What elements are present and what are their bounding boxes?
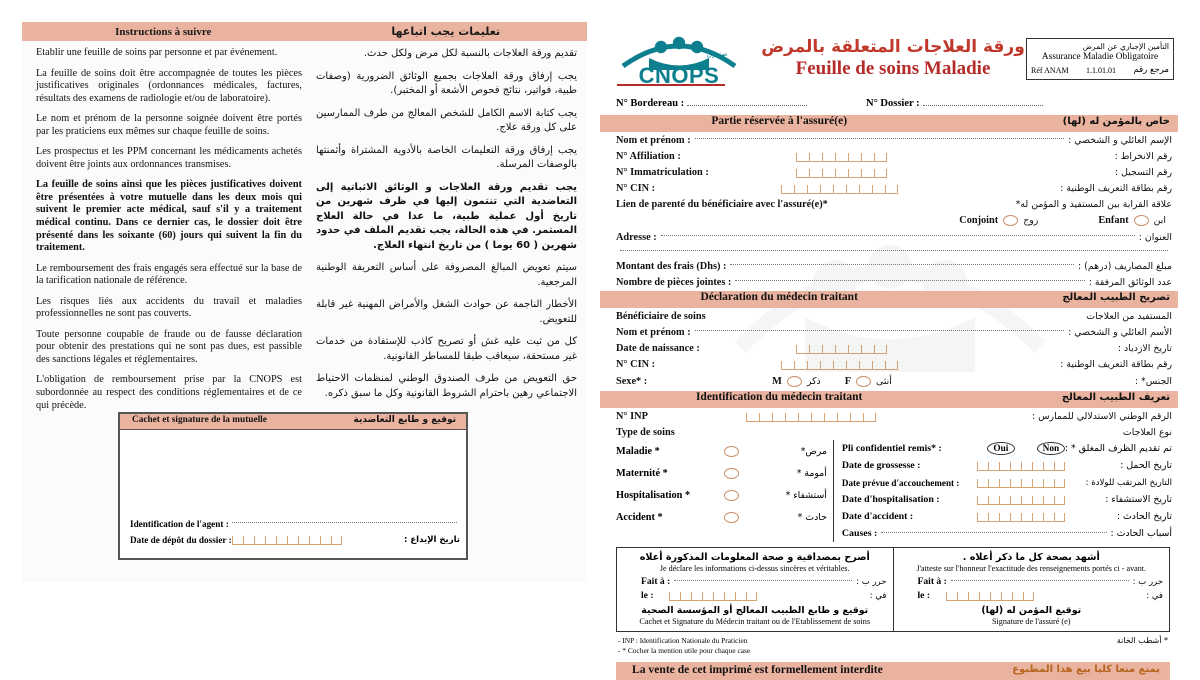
accident-date-label: Date d'accident : xyxy=(841,511,914,522)
insured-place-input[interactable] xyxy=(951,580,1129,581)
doctor-declaration-box xyxy=(616,547,894,632)
address-input[interactable] xyxy=(661,235,1135,236)
confidential-envelope-label-ar: تم تقديم الظرف المغلق * : xyxy=(1064,443,1172,454)
dossier-input[interactable] xyxy=(923,105,1043,106)
amount-label-ar: مبلغ المصاريف (درهم) : xyxy=(1078,260,1172,272)
causes-row xyxy=(842,525,1172,542)
sex-option-male[interactable] xyxy=(772,376,821,387)
beneficiary-cin-label-ar: رقم بطاقة التعريف الوطنية : xyxy=(1060,358,1172,370)
address-label: Adresse : xyxy=(616,231,657,243)
hospitalisation-date-label: Date d'hospitalisation : xyxy=(841,494,940,505)
insured-name-label: Nom et prénom : xyxy=(616,134,691,146)
insured-cin-label: N° CIN : xyxy=(616,182,656,194)
instruction-paragraph-ar: حق التعويض من طرف الصندوق الوطني لمنظمات الاحتياط الاجتماعي رهين باحترام الشروط القانونية وكل ما سبق ذكره. xyxy=(316,373,577,399)
care-option-maladie[interactable] xyxy=(616,440,827,462)
maladie-label-ar: مرض* xyxy=(800,445,827,457)
inp-label: N° INP xyxy=(616,410,648,422)
pieces-row xyxy=(600,274,1178,290)
instruction-paragraph: La feuille de soins doit être accompagnée de toutes les pièces justificatives originales (ordonnances médicales, factures, résultats des examens de radiologie et/ou de laboratoire). xyxy=(36,67,302,104)
care-type-block xyxy=(600,440,1178,542)
instructions-header-bar xyxy=(22,22,587,41)
insured-date-input[interactable] xyxy=(946,590,1034,601)
insured-date-label-ar: في : xyxy=(1146,590,1163,601)
birthdate-row xyxy=(600,340,1178,356)
care-type-label-ar: نوع العلاجات xyxy=(1122,426,1172,438)
instruction-paragraph: Toute personne coupable de fraude ou de fausse déclaration pour obtenir des prestations qui ne sont pas dues, est passible des sanctions légales et réglementaires. xyxy=(36,328,302,365)
anam-reference-box xyxy=(1026,38,1174,80)
instruction-paragraph-highlighted: La feuille de soins ainsi que les pièces justificatives doivent être présentées à votre mutuelle dans les deux mois qui suivent le premier acte médical, sauf s'il y a traitement médical continu. Dans ce dernier cas, le dossier doit être présenté dans les soixante (60) jours qui suivent la fin du traitement. xyxy=(36,179,302,254)
pieces-input[interactable] xyxy=(735,280,1084,281)
svg-text:CNOPS: CNOPS xyxy=(638,63,720,88)
care-option-hospitalisation[interactable] xyxy=(616,484,827,506)
hospitalisation-date-input[interactable] xyxy=(977,494,1065,505)
birthdate-label-ar: تاريخ الازدياد : xyxy=(1117,342,1172,354)
mutuelle-header-fr: Cachet et signature de la mutuelle xyxy=(132,415,267,425)
care-option-maternite[interactable] xyxy=(616,462,827,484)
section-header-identification xyxy=(600,391,1178,408)
ref-label-ar: مرجع رقم xyxy=(1133,65,1169,76)
address-row xyxy=(600,228,1178,246)
hospitalisation-date-label-ar: تاريخ الاستشفاء : xyxy=(1105,494,1172,505)
dossier-label: N° Dossier : xyxy=(866,98,920,109)
deposit-date-label-ar: تاريخ الإيداع : xyxy=(404,534,460,545)
deposit-date-input[interactable] xyxy=(232,534,342,545)
delivery-date-label: Date prévue d'accouchement : xyxy=(841,477,960,488)
form-title-block xyxy=(754,38,1026,79)
causes-input[interactable] xyxy=(881,532,1106,533)
insured-declaration-ar: أشهد بصحة كل ما ذكر أعلاه . xyxy=(962,552,1100,563)
svg-text:صندوق: صندوق xyxy=(706,50,728,58)
instruction-paragraph-ar: الأخطار الناجمة عن حوادث الشغل والأمراض المهنية غير قابلة للتعويض. xyxy=(316,299,577,325)
instruction-paragraph-ar: كل من ثبت عليه غش أو تصريح كاذب للإستفادة من خدمات غير مستحقة، سيعاقب طبقا للمساطر القانونية. xyxy=(316,336,577,362)
accident-date-row xyxy=(842,508,1172,525)
amount-row xyxy=(600,258,1178,274)
confidential-no-option[interactable]: Non xyxy=(1037,442,1065,455)
insured-cin-row xyxy=(600,180,1178,196)
address-row-2 xyxy=(600,246,1178,258)
doctor-signature-label-ar: توقيع و طابع الطبيب المعالج أو المؤسسة الصحية xyxy=(641,605,869,616)
section-declaration-title-fr: Déclaration du médecin traitant xyxy=(700,291,858,303)
care-type-header-row xyxy=(600,424,1178,440)
section-insured-title-ar: خاص بالمؤمن له (لها) xyxy=(1062,116,1170,127)
instruction-paragraph: Etablir une feuille de soins par personne et par événement. xyxy=(36,47,278,58)
insured-signature-label-fr: Signature de l'assuré (e) xyxy=(991,617,1071,626)
inp-input[interactable] xyxy=(746,411,876,422)
cnops-logo-icon xyxy=(613,32,745,86)
birthdate-input[interactable] xyxy=(796,343,887,354)
accident-radio[interactable] xyxy=(724,512,739,523)
bordereau-input[interactable] xyxy=(687,105,807,106)
instruction-paragraph: Le remboursement des frais engagés sera effectué sur la base de la tarification nationale de référence. xyxy=(36,262,302,287)
sale-prohibition-fr: La vente de cet imprimé est formellement interdite xyxy=(632,662,883,676)
doctor-signature-label-fr: Cachet et Signature du Médecin traitant ou de l'Etablissement de soins xyxy=(639,617,871,626)
relation-label: Lien de parenté du bénéficiaire avec l'assuré(e)* xyxy=(616,198,828,210)
form-notes xyxy=(600,632,1178,656)
confidential-envelope-label: Pli confidentiel remis* : xyxy=(841,443,942,454)
insured-name-row xyxy=(600,132,1178,148)
hospitalisation-label-fr: Hospitalisation * xyxy=(616,489,691,501)
causes-label-ar: أسباب الحادث : xyxy=(1110,528,1172,539)
inp-label-ar: الرقم الوطني الاستدلالي للممارس : xyxy=(1031,410,1172,422)
instruction-paragraph: Les risques liés aux accidents du travail et maladies professionnelles ne sont pas couverts. xyxy=(36,295,302,320)
relation-label-ar: علاقة القرابة بين المستفيد و المؤمن له* xyxy=(1015,198,1172,210)
birthdate-label: Date de naissance : xyxy=(616,342,700,354)
insurance-label-fr: Assurance Maladie Obligatoire xyxy=(1041,51,1159,62)
pregnancy-date-row xyxy=(842,457,1172,474)
maternite-radio[interactable] xyxy=(724,468,739,479)
care-detail-fields xyxy=(834,440,1172,542)
section-header-insured xyxy=(600,115,1178,132)
doctor-date-input[interactable] xyxy=(669,590,757,601)
section-identification-title-ar: تعريف الطبيب المعالج xyxy=(1061,392,1170,403)
doctor-date-label-ar: في : xyxy=(869,590,887,601)
reference-number-row xyxy=(1031,65,1169,76)
address-label-ar: العنوان : xyxy=(1138,231,1172,243)
delivery-date-row xyxy=(842,474,1172,491)
accident-date-input[interactable] xyxy=(977,511,1065,522)
instructions-column-ar xyxy=(310,47,587,420)
female-radio[interactable] xyxy=(856,376,871,387)
hospitalisation-label-ar: أستشفاء * xyxy=(785,489,827,501)
sale-prohibition-bar xyxy=(616,662,1170,680)
insurance-label-ar: التأمين الإجباري عن المرض xyxy=(1082,42,1169,52)
affiliation-label-ar: رقم الانخراط : xyxy=(1114,150,1172,162)
instruction-paragraph-ar: يجب كتابة الاسم الكامل للشخص المعالج من طرف الممارسين على كل ورقة علاج. xyxy=(316,107,577,133)
accident-date-label-ar: تاريخ الحادث : xyxy=(1116,511,1172,522)
insured-declaration-box xyxy=(894,547,1171,632)
pregnancy-date-label-ar: تاريخ الحمل : xyxy=(1120,460,1172,471)
instructions-title-fr: Instructions à suivre xyxy=(115,25,212,38)
enfant-label-ar: ابن xyxy=(1153,214,1166,226)
bordereau-field-group xyxy=(616,98,866,109)
female-label-ar: أنثى xyxy=(876,375,892,387)
beneficiary-label-ar: المستفيد من العلاجات xyxy=(1086,310,1172,322)
sex-label-ar: الجنس* : xyxy=(1134,375,1172,387)
care-type-options xyxy=(616,440,834,542)
bordereau-dossier-row xyxy=(600,94,1178,114)
relation-row xyxy=(600,196,1178,212)
form-title-ar: ورقة العلاجات المتعلقة بالمرض xyxy=(761,37,1025,58)
delivery-date-label-ar: التاريخ المرتقب للولادة : xyxy=(1085,477,1172,488)
beneficiary-header-row xyxy=(600,308,1178,324)
conjoint-label-fr: Conjoint xyxy=(959,214,999,226)
causes-label: Causes : xyxy=(841,528,878,539)
section-declaration-title-ar: تصريح الطبيب المعالج xyxy=(1062,292,1170,303)
doctor-date-row xyxy=(623,590,887,601)
enfant-label-fr: Enfant xyxy=(1098,214,1129,226)
insured-place-label: Fait à : xyxy=(917,576,947,587)
agent-id-label: Identification de l'agent : xyxy=(130,519,229,529)
sex-row xyxy=(600,372,1178,390)
doctor-date-label: le : xyxy=(641,590,654,601)
doctor-declaration-ar: أصرح بمصداقية و صحة المعلومات المذكورة أعلاه xyxy=(639,552,870,563)
male-label-ar: ذكر xyxy=(806,375,821,387)
insured-place-row xyxy=(900,576,1164,587)
ref-anam-label: Réf ANAM xyxy=(1031,65,1069,75)
section-insured-title-fr: Partie réservée à l'assuré(e) xyxy=(711,115,848,127)
sale-prohibition-ar: يمنع منعا كليا بيع هذا المطبوع xyxy=(1012,663,1160,675)
male-label-fr: M xyxy=(772,375,782,387)
affiliation-row xyxy=(600,148,1178,164)
mutuelle-box-header xyxy=(120,414,466,430)
instruction-paragraph-ar-highlighted: يجب تقديم ورقة العلاجات و الوثائق الاثباتية إلى التعاضدية التي تنتمون إليها في ظرف شهرين من تاريخ أول عملية طبية، ما عدا في حالة العلاج المستمر. في هذه الحالة، يجب تقديم الملف في حدود شهرين ( 60 يوما ) من تاريخ انتهاء العلاج. xyxy=(316,181,577,251)
hospitalisation-radio[interactable] xyxy=(724,490,739,501)
insured-date-row xyxy=(900,590,1164,601)
mutuelle-signature-box xyxy=(118,412,468,560)
insured-declaration-fr: J'atteste sur l'honneur l'exactitude des renseignements portés ci - avant. xyxy=(916,564,1147,573)
signature-boxes xyxy=(616,547,1170,632)
immatriculation-row xyxy=(600,164,1178,180)
pregnancy-date-input[interactable] xyxy=(977,460,1065,471)
immatriculation-label: N° Immatriculation : xyxy=(616,166,709,178)
deposit-date-label: Date de dépôt du dossier : xyxy=(130,534,232,545)
instruction-paragraph-ar: سيتم تعويض المبالغ المصروفة على أساس التعريفة الوطنية المرجعية. xyxy=(316,262,577,288)
maternite-label-fr: Maternité * xyxy=(616,467,668,479)
delivery-date-input[interactable] xyxy=(977,477,1065,488)
doctor-place-label-ar: حرر ب : xyxy=(856,576,887,587)
affiliation-label: N° Affiliation : xyxy=(616,150,681,162)
confidential-yes-option[interactable]: Oui xyxy=(987,442,1015,455)
conjoint-radio[interactable] xyxy=(1003,215,1018,226)
maladie-radio[interactable] xyxy=(724,446,739,457)
deposit-date-row xyxy=(130,534,460,545)
pregnancy-date-label: Date de grossesse : xyxy=(841,460,921,471)
instruction-paragraph: Le nom et prénom de la personne soignée doivent être portés par les praticiens eux mêmes sur chaque feuille de soins. xyxy=(36,113,302,137)
relation-option-enfant[interactable] xyxy=(1098,215,1166,226)
sex-label: Sexe* : xyxy=(616,375,648,387)
care-option-accident[interactable] xyxy=(616,506,827,528)
ref-anam-value: 1.1.01.01 xyxy=(1086,65,1116,75)
conjoint-label-ar: زوج xyxy=(1023,214,1039,226)
instruction-paragraph: L'obligation de remboursement prise par la CNOPS est subordonnée au respect des conditions réglementaires et de ce qui précède. xyxy=(36,374,302,411)
mutuelle-box-footer xyxy=(130,519,460,550)
hospitalisation-date-row xyxy=(842,491,1172,508)
insured-cin-input[interactable] xyxy=(781,183,898,194)
insured-place-label-ar: حرر ب : xyxy=(1132,576,1163,587)
instruction-paragraph: Les prospectus et les PPM concernant les médicaments achetés doivent être joints aux ordonnances transmises. xyxy=(36,146,302,170)
amount-input[interactable] xyxy=(730,264,1074,265)
beneficiary-cin-label: N° CIN : xyxy=(616,358,656,370)
footnote-checkbox: - * Cocher la mention utile pour chaque case xyxy=(618,645,751,655)
beneficiary-name-input[interactable] xyxy=(695,330,1065,331)
female-label-fr: F xyxy=(844,375,851,387)
beneficiary-cin-input[interactable] xyxy=(781,359,898,370)
agent-id-row xyxy=(130,519,460,529)
instruction-paragraph-ar: يجب إرفاق ورقة التعليمات الخاصة بالأدوية المشتراة وأثمنتها بالوصفات المرسلة. xyxy=(316,144,577,170)
beneficiary-name-row xyxy=(600,324,1178,340)
doctor-declaration-fr: Je déclare les informations ci-dessus sincères et véritables. xyxy=(659,564,850,573)
instruction-paragraph-ar: يجب إرفاق ورقة العلاجات بجميع الوثائق الضرورية (وصفات طبية، فواتير، نتائج فحوص الأشعة أو المختبر). xyxy=(316,70,577,96)
accident-label-ar: حادث * xyxy=(797,511,827,523)
beneficiary-name-label: Nom et prénom : xyxy=(616,326,691,338)
beneficiary-name-label-ar: الأسم العائلي و الشخصي : xyxy=(1068,326,1172,338)
insured-name-input[interactable] xyxy=(695,138,1065,139)
enfant-radio[interactable] xyxy=(1134,215,1149,226)
maladie-label-fr: Maladie * xyxy=(616,445,660,457)
form-title-fr: Feuille de soins Maladie xyxy=(795,57,991,79)
beneficiary-label: Bénéficiaire de soins xyxy=(616,310,706,322)
accident-label-fr: Accident * xyxy=(616,511,663,523)
doctor-place-input[interactable] xyxy=(674,580,852,581)
pieces-label-ar: عدد الوثائق المرفقة : xyxy=(1088,276,1172,288)
immatriculation-input[interactable] xyxy=(796,167,887,178)
pieces-label: Nombre de pièces jointes : xyxy=(616,276,732,288)
immatriculation-label-ar: رقم التسجيل : xyxy=(1114,166,1172,178)
insured-date-label: le : xyxy=(917,590,931,601)
male-radio[interactable] xyxy=(787,376,802,387)
amount-label: Montant des frais (Dhs) : xyxy=(616,260,727,272)
cnops-logo xyxy=(604,32,754,86)
instructions-body xyxy=(22,47,587,420)
beneficiary-cin-row xyxy=(600,356,1178,372)
inp-row xyxy=(600,408,1178,424)
insured-cin-label-ar: رقم بطاقة التعريف الوطنية : xyxy=(1060,182,1172,194)
form-header xyxy=(600,22,1178,94)
affiliation-input[interactable] xyxy=(796,151,887,162)
instructions-title-ar: تعليمات يجب اتباعها xyxy=(391,25,501,38)
agent-id-field[interactable] xyxy=(232,522,457,523)
insured-name-label-ar: الإسم العائلي و الشخصي : xyxy=(1068,134,1172,146)
address-input-line2[interactable] xyxy=(620,250,1168,251)
footnote-inp: - INP : Identification Nationale du Praticien xyxy=(618,636,748,645)
relation-option-conjoint[interactable] xyxy=(959,215,1038,226)
confidential-envelope-row xyxy=(842,440,1172,457)
mutuelle-header-ar: توقيع و طابع التعاضدية xyxy=(353,415,456,425)
sex-option-female[interactable] xyxy=(845,376,892,387)
relation-options-row xyxy=(600,212,1178,228)
footnote-ar: * أشطب الخانة xyxy=(1116,636,1168,645)
instructions-column-fr xyxy=(22,47,310,420)
care-form-panel xyxy=(600,22,1178,676)
doctor-place-label: Fait à : xyxy=(641,576,671,587)
bordereau-label: N° Bordereau : xyxy=(616,98,685,109)
insured-signature-label-ar: توقيع المؤمن له (لها) xyxy=(981,605,1082,616)
care-type-label: Type de soins xyxy=(616,426,675,438)
section-header-declaration xyxy=(600,291,1178,308)
instruction-paragraph-ar: تقديم ورقة العلاجات بالنسبة لكل مرض ولكل حدث. xyxy=(363,48,577,59)
doctor-place-row xyxy=(623,576,887,587)
maternite-label-ar: أمومة * xyxy=(796,467,827,479)
footnotes-fr xyxy=(618,636,750,656)
dossier-field-group xyxy=(866,98,1043,109)
section-identification-title-fr: Identification du médecin traitant xyxy=(695,391,863,403)
